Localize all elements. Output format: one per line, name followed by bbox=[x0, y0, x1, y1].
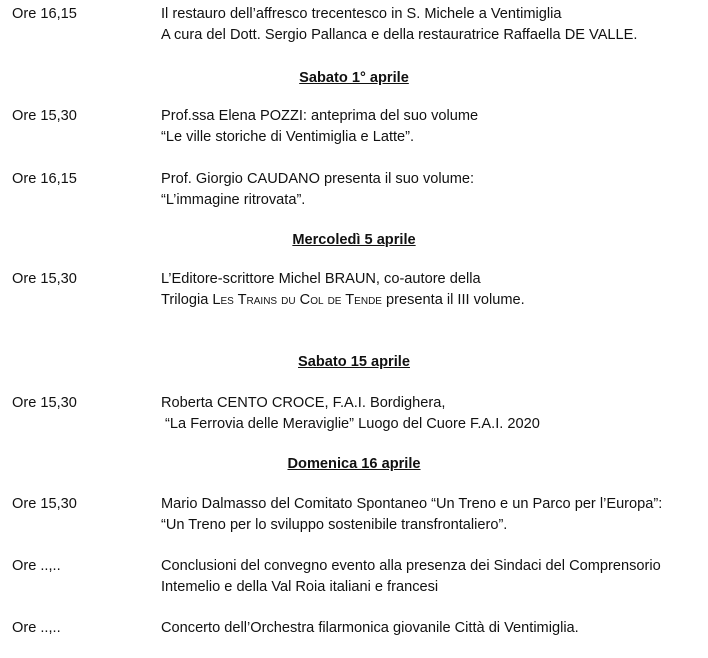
entry-line bbox=[161, 290, 701, 311]
day-heading: Mercoledì 5 aprile bbox=[292, 232, 416, 248]
entry-time: Ore ..,.. bbox=[12, 558, 61, 574]
entry-line: “Le ville storiche di Ventimiglia e Latte”. bbox=[161, 129, 415, 145]
book-title: Les Trains du Col de Tende bbox=[212, 292, 382, 308]
entry-line: A cura del Dott. Sergio Pallanca e della restauratrice Raffaella DE VALLE. bbox=[161, 27, 638, 43]
entry-line: Intemelio e della Val Roia italiani e francesi bbox=[161, 579, 439, 595]
entry-line: L’Editore-scrittore Michel BRAUN, co-autore della bbox=[161, 271, 481, 287]
entry-line: “La Ferrovia delle Meraviglie” Luogo del Cuore F.A.I. 2020 bbox=[161, 416, 540, 432]
entry-line: Prof. Giorgio CAUDANO presenta il suo volume: bbox=[161, 171, 475, 187]
entry-line: “Un Treno per lo sviluppo sostenibile transfrontaliero”. bbox=[161, 517, 508, 533]
entry-description bbox=[161, 269, 701, 311]
day-heading: Sabato 15 aprile bbox=[298, 354, 410, 370]
entry-line: Mario Dalmasso del Comitato Spontaneo “Un Treno e un Parco per l’Europa”: bbox=[161, 496, 663, 512]
entry-description bbox=[161, 169, 701, 211]
entry-description bbox=[161, 618, 701, 639]
entry-line: Prof.ssa Elena POZZI: anteprima del suo volume bbox=[161, 108, 479, 124]
entry-time: Ore 15,30 bbox=[12, 108, 77, 124]
day-heading: Domenica 16 aprile bbox=[287, 456, 421, 472]
entry-line-prefix: Trilogia bbox=[161, 292, 213, 308]
entry-description bbox=[161, 4, 701, 46]
entry-time: Ore 15,30 bbox=[12, 496, 77, 512]
entry-time: Ore 15,30 bbox=[12, 395, 77, 411]
entry-line: Conclusioni del convegno evento alla presenza dei Sindaci del Comprensorio bbox=[161, 558, 661, 574]
entry-line: Roberta CENTO CROCE, F.A.I. Bordighera, bbox=[161, 395, 446, 411]
entry-description bbox=[161, 556, 701, 598]
entry-description bbox=[161, 106, 701, 148]
entry-line: Il restauro dell’affresco trecentesco in S. Michele a Ventimiglia bbox=[161, 6, 562, 22]
day-heading: Sabato 1° aprile bbox=[299, 70, 409, 86]
entry-line: “L’immagine ritrovata”. bbox=[161, 192, 306, 208]
entry-line-suffix: presenta il III volume. bbox=[381, 292, 525, 308]
entry-line: Concerto dell’Orchestra filarmonica giovanile Città di Ventimiglia. bbox=[161, 620, 579, 636]
entry-time: Ore 16,15 bbox=[12, 171, 77, 187]
entry-description bbox=[161, 393, 701, 435]
entry-time: Ore 15,30 bbox=[12, 271, 77, 287]
entry-time: Ore ..,.. bbox=[12, 620, 61, 636]
entry-time: Ore 16,15 bbox=[12, 6, 77, 22]
entry-description bbox=[161, 494, 701, 536]
